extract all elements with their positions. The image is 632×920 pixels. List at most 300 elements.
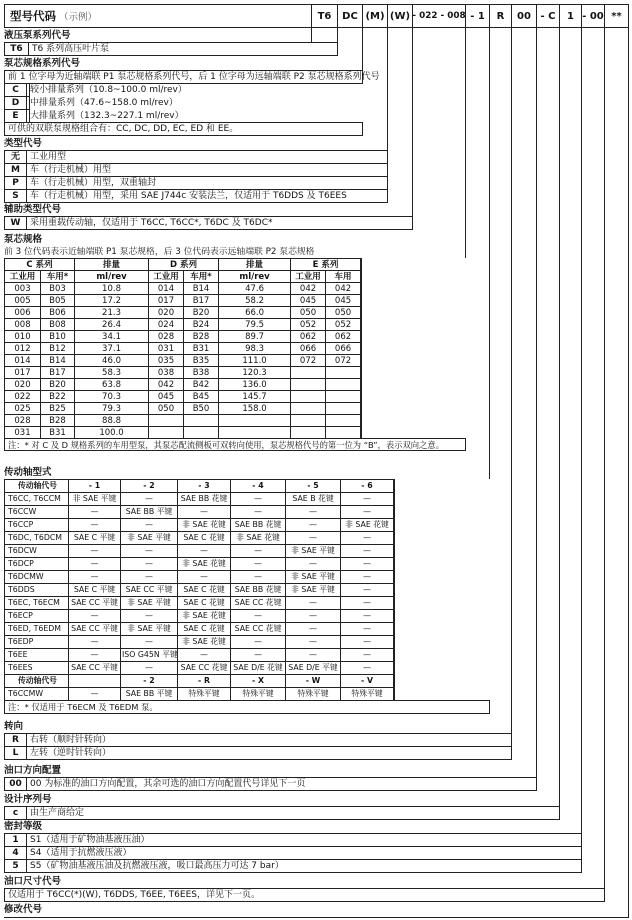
note-cell: 前 1 位字母为近轴端联 P1 泵芯规格系列代号，后 1 位字母为远轴端联 P2 泵芯规格系列代号 <box>5 71 363 84</box>
cell: 63.8 <box>75 379 149 391</box>
cell: — <box>286 558 341 571</box>
cell: B28 <box>184 331 219 343</box>
section-title-cartridge-spec: 泵芯规格 <box>4 234 43 245</box>
table-row <box>5 427 466 439</box>
cell: 特殊平键 <box>286 688 341 701</box>
section-title-port-direction: 油口方向配置 <box>4 765 62 776</box>
cell: B25 <box>41 403 75 415</box>
cell: B31 <box>41 427 75 439</box>
cell <box>326 391 361 403</box>
cell: 中排量系列（47.6~158.0 ml/rev） <box>27 97 30 110</box>
cell: 066 <box>291 343 326 355</box>
table-row <box>5 636 490 649</box>
cell: 88.8 <box>75 415 149 427</box>
cell: 031 <box>149 343 184 355</box>
cell: B50 <box>184 403 219 415</box>
cell: ml/rev <box>75 271 149 283</box>
cell: 由生产商给定 <box>27 807 560 820</box>
cell <box>219 415 291 427</box>
table-row <box>5 415 466 427</box>
cell: L <box>5 747 27 760</box>
model-code-segment: - C <box>536 5 559 27</box>
cell: — <box>341 636 394 649</box>
cell: 042 <box>291 283 326 295</box>
table-row <box>5 97 363 110</box>
cell: 工业用 <box>149 271 184 283</box>
note-cell: 仅适用于 T6CC(*)(W), T6DDS, T6EE, T6EES，详见下一页。 <box>5 889 605 902</box>
connector-line <box>412 28 413 225</box>
cell: B35 <box>184 355 219 367</box>
cell: B31 <box>184 343 219 355</box>
cell: — <box>231 493 286 506</box>
cell: 031 <box>5 427 41 439</box>
cell: 工业用型 <box>27 151 388 164</box>
cell: SAE C 花键 <box>178 623 231 636</box>
table-row <box>5 480 490 493</box>
table-row <box>5 391 466 403</box>
table-row <box>5 190 388 203</box>
cell: SAE C 平键 <box>69 584 121 597</box>
cell: B14 <box>184 283 219 295</box>
cell <box>291 427 326 439</box>
cell: B03 <box>41 283 75 295</box>
cell: — <box>286 519 341 532</box>
cell <box>361 331 362 343</box>
cell: 58.3 <box>75 367 149 379</box>
cell: — <box>121 571 178 584</box>
cell <box>361 283 362 295</box>
cell: T6ECP <box>5 610 69 623</box>
cell <box>361 391 362 403</box>
cell: SAE BB 花键 <box>178 493 231 506</box>
cell: T6DCP <box>5 558 69 571</box>
table-row <box>5 558 490 571</box>
cell: 车用* <box>184 271 219 283</box>
cell: B17 <box>184 295 219 307</box>
cell <box>291 367 326 379</box>
cell: 028 <box>5 415 41 427</box>
note-cell: 可供的双联泵规格组合有：CC, DC, DD, EC, ED 和 EE。 <box>5 123 363 136</box>
cell: 158.0 <box>219 403 291 415</box>
cell <box>394 571 395 584</box>
cell: — <box>341 506 394 519</box>
design-series-table <box>4 806 560 820</box>
cell: - X <box>231 675 286 688</box>
cell <box>326 415 361 427</box>
cell: SAE CC 平键 <box>69 597 121 610</box>
cell: B12 <box>41 343 75 355</box>
note-cell: 注：* 仅适用于 T6ECM 及 T6EDM 泵。 <box>5 701 490 714</box>
cell <box>361 367 362 379</box>
cell: ml/rev <box>219 271 291 283</box>
model-code-segment: (W) <box>387 5 412 27</box>
section-cartridge-spec <box>4 233 466 451</box>
cell: T6CCMW <box>5 688 69 701</box>
section-title-seal-class: 密封等级 <box>4 821 43 832</box>
section-title-port-size: 油口尺寸代号 <box>4 876 62 887</box>
cell <box>394 506 395 519</box>
cell: 非 SAE 花键 <box>178 610 231 623</box>
cell <box>394 480 395 493</box>
model-code-segment: - 022 - 008 <box>412 5 465 27</box>
cell: 038 <box>149 367 184 379</box>
port-direction-table <box>4 777 537 791</box>
table-row <box>5 403 466 415</box>
cell: B24 <box>184 319 219 331</box>
cell <box>394 610 395 623</box>
cell: 042 <box>326 283 361 295</box>
cell: 非 SAE 平键 <box>121 597 178 610</box>
cell: - 1 <box>69 480 121 493</box>
cell: 017 <box>5 367 41 379</box>
cell: 052 <box>326 319 361 331</box>
cell: B20 <box>184 307 219 319</box>
pump-series-table <box>4 42 338 56</box>
cell <box>361 343 362 355</box>
cell: T6ED, T6EDM <box>5 623 69 636</box>
cell: 58.2 <box>219 295 291 307</box>
cell <box>361 379 362 391</box>
cell: — <box>69 636 121 649</box>
cell: — <box>286 506 341 519</box>
cell: T6DC, T6DCM <box>5 532 69 545</box>
table-row <box>5 177 388 190</box>
cell: 062 <box>291 331 326 343</box>
model-code-segment: ** <box>604 5 628 27</box>
cell: S <box>5 190 27 203</box>
cell: 非 SAE 花键 <box>178 636 231 649</box>
table-row <box>5 283 466 295</box>
cell <box>361 259 362 271</box>
section-modification <box>4 903 629 916</box>
table-row <box>5 597 490 610</box>
cell: 4 <box>5 847 27 860</box>
cell: 66.0 <box>219 307 291 319</box>
cell: — <box>231 649 286 662</box>
cell: 050 <box>326 307 361 319</box>
cell: SAE CC 花键 <box>231 597 286 610</box>
cell: T6DDS <box>5 584 69 597</box>
section-pump-series <box>4 29 338 56</box>
cell: - 5 <box>286 480 341 493</box>
table-row <box>5 623 490 636</box>
cell: 1 <box>5 834 27 847</box>
cell: SAE B 花键 <box>286 493 341 506</box>
cell: 79.3 <box>75 403 149 415</box>
cell <box>291 403 326 415</box>
model-code-segment: - 1 <box>465 5 489 27</box>
model-code-segment: 00 <box>511 5 536 27</box>
cell: — <box>69 610 121 623</box>
table-row <box>5 649 490 662</box>
cell: 006 <box>5 307 41 319</box>
section-design-series <box>4 793 560 820</box>
table-row <box>5 834 582 847</box>
cell: ISO G45N 平键 <box>121 649 178 662</box>
connector-line <box>628 28 629 917</box>
cell: SAE BB 花键 <box>231 519 286 532</box>
cell: 025 <box>5 403 41 415</box>
cell: - W <box>286 675 341 688</box>
cell <box>361 307 362 319</box>
cell: c <box>5 807 27 820</box>
cell <box>394 675 395 688</box>
cell: — <box>178 649 231 662</box>
cartridge-spec-table <box>4 258 466 451</box>
cell <box>361 271 362 283</box>
cell: 00 为标准的油口方向配置，其余可选的油口方向配置代号详见下一页 <box>27 778 537 791</box>
model-code-segment: 1 <box>559 5 581 27</box>
section-title-modification: 修改代号 <box>4 904 43 915</box>
section-aux-type <box>4 203 413 230</box>
cell: SAE D/E 花键 <box>231 662 286 675</box>
cell: B42 <box>184 379 219 391</box>
cell: 79.5 <box>219 319 291 331</box>
cell: 非 SAE 平键 <box>286 571 341 584</box>
page-title-text: 型号代码 <box>10 9 56 23</box>
page-title <box>5 5 311 27</box>
table-row <box>5 807 560 820</box>
connector-line <box>581 28 582 845</box>
cell: SAE C 花键 <box>178 532 231 545</box>
cell: 050 <box>291 307 326 319</box>
cell <box>291 415 326 427</box>
cell <box>326 403 361 415</box>
cell: B20 <box>41 379 75 391</box>
table-row <box>5 688 490 701</box>
cell: — <box>69 688 121 701</box>
cell: 车（行走机械）用型 <box>27 164 388 177</box>
cell: S4（适用于抗燃液压液） <box>27 847 582 860</box>
cell <box>394 519 395 532</box>
cell: 非 SAE 平键 <box>121 623 178 636</box>
cell: — <box>178 571 231 584</box>
cell: S5（矿物油基液压油及抗燃液压液，吸口最高压力可达 7 bar） <box>27 860 582 873</box>
table-row <box>5 84 363 97</box>
table-row <box>5 734 512 747</box>
cell: — <box>286 597 341 610</box>
section-title-type-code: 类型代号 <box>4 138 43 149</box>
section-port-size <box>4 875 605 902</box>
cell: 072 <box>291 355 326 367</box>
cell: 工业用 <box>291 271 326 283</box>
table-row <box>5 379 466 391</box>
cell: — <box>121 545 178 558</box>
cell <box>394 493 395 506</box>
table-row <box>5 847 582 860</box>
section-title-rotation: 转向 <box>4 721 24 732</box>
cell: 008 <box>5 319 41 331</box>
cell: W <box>5 217 27 230</box>
type-code-table <box>4 150 388 203</box>
cell: — <box>69 558 121 571</box>
cell: E <box>5 110 27 123</box>
cell: P <box>5 177 27 190</box>
cell: 较小排量系列（10.8~100.0 ml/rev） <box>27 84 30 97</box>
cell: 传动轴代号 <box>5 480 69 493</box>
cell: 120.3 <box>219 367 291 379</box>
connector-line <box>511 28 512 745</box>
cell: 89.7 <box>219 331 291 343</box>
cell: — <box>341 649 394 662</box>
page-title-sub: （示例） <box>59 12 98 23</box>
cell: SAE BB 平键 <box>121 506 178 519</box>
cell: SAE BB 平键 <box>121 688 178 701</box>
cell: B06 <box>41 307 75 319</box>
cell <box>361 295 362 307</box>
section-title-cartridge-series: 泵芯规格系列代号 <box>4 58 81 69</box>
table-row <box>5 493 490 506</box>
cell: 111.0 <box>219 355 291 367</box>
cartridge-series-table <box>4 70 380 136</box>
cell: 排量 <box>75 259 149 271</box>
cell: — <box>231 610 286 623</box>
cell <box>219 427 291 439</box>
cell: T6CC, T6CCM <box>5 493 69 506</box>
table-row <box>5 889 605 902</box>
cell <box>394 545 395 558</box>
cell: 车（行走机械）用型，双重轴封 <box>27 177 388 190</box>
cell <box>361 355 362 367</box>
cell: 26.4 <box>75 319 149 331</box>
section-title-design-series: 设计序列号 <box>4 794 52 805</box>
cell: 非 SAE 花键 <box>231 532 286 545</box>
cell: 014 <box>149 283 184 295</box>
cell: 020 <box>5 379 41 391</box>
section-cartridge-series <box>4 57 380 136</box>
table-row <box>5 343 466 355</box>
table-row <box>5 43 338 56</box>
cell: 020 <box>149 307 184 319</box>
table-row <box>5 217 413 230</box>
cell: SAE CC 平键 <box>69 623 121 636</box>
cell: 传动轴代号 <box>5 675 69 688</box>
cell <box>394 688 395 701</box>
cell: — <box>231 571 286 584</box>
cell <box>394 584 395 597</box>
cell: 34.1 <box>75 331 149 343</box>
cell: 145.7 <box>219 391 291 403</box>
cell: 车用* <box>41 271 75 283</box>
cell: — <box>231 506 286 519</box>
cell <box>291 379 326 391</box>
table-row <box>5 584 490 597</box>
cell: — <box>341 545 394 558</box>
model-code-segment: (M) <box>362 5 387 27</box>
cell: — <box>121 558 178 571</box>
cell: — <box>341 493 394 506</box>
cell: 21.3 <box>75 307 149 319</box>
cell: 右转（顺时针转向） <box>27 734 512 747</box>
cell: - 2 <box>121 675 178 688</box>
cell: — <box>178 506 231 519</box>
cell: — <box>286 532 341 545</box>
table-row <box>5 439 466 451</box>
cell: - R <box>178 675 231 688</box>
cell: SAE CC 花键 <box>178 662 231 675</box>
cell: 028 <box>149 331 184 343</box>
cell: 045 <box>326 295 361 307</box>
cell: — <box>341 584 394 597</box>
cell: 工业用 <box>5 271 41 283</box>
cell: D 系列 <box>149 259 219 271</box>
cell: C 系列 <box>5 259 75 271</box>
cell: 100.0 <box>75 427 149 439</box>
cell: — <box>121 519 178 532</box>
rotation-table <box>4 733 512 760</box>
cell: 采用重载传动轴，仅适用于 T6CC, T6CC*, T6DC 及 T6DC* <box>27 217 413 230</box>
table-row <box>5 571 490 584</box>
model-code-bar <box>4 4 629 28</box>
cell <box>184 427 219 439</box>
cell <box>394 532 395 545</box>
cell: — <box>341 623 394 636</box>
cell: 无 <box>5 151 27 164</box>
cell: - V <box>341 675 394 688</box>
cell: 062 <box>326 331 361 343</box>
cell: 98.3 <box>219 343 291 355</box>
cell: - 4 <box>231 480 286 493</box>
cell: T6CCP <box>5 519 69 532</box>
cell <box>149 427 184 439</box>
cell: B22 <box>41 391 75 403</box>
connector-line <box>489 28 490 500</box>
cell: — <box>121 493 178 506</box>
section-type-code <box>4 137 388 203</box>
table-row <box>5 367 466 379</box>
connector-line <box>536 28 537 785</box>
table-row <box>5 860 582 873</box>
cell: 045 <box>149 391 184 403</box>
cell <box>394 597 395 610</box>
cell <box>291 391 326 403</box>
cell: 特殊平键 <box>178 688 231 701</box>
table-row <box>5 319 466 331</box>
cell: 非 SAE 花键 <box>178 519 231 532</box>
cell: 46.0 <box>75 355 149 367</box>
cell: — <box>286 636 341 649</box>
cell: 066 <box>326 343 361 355</box>
cell: S1（适用于矿物油基液压油） <box>27 834 582 847</box>
cell: — <box>69 571 121 584</box>
cell <box>394 558 395 571</box>
cell: — <box>341 558 394 571</box>
cell: 非 SAE 花键 <box>178 558 231 571</box>
cell: 017 <box>149 295 184 307</box>
cell: E 系列 <box>291 259 361 271</box>
cell: T6CCW <box>5 506 69 519</box>
cell: 050 <box>149 403 184 415</box>
cell: 003 <box>5 283 41 295</box>
cell: B45 <box>184 391 219 403</box>
table-row <box>5 110 363 123</box>
model-code-segment: T6 <box>311 5 337 27</box>
cell: B38 <box>184 367 219 379</box>
cell: 特殊平键 <box>231 688 286 701</box>
cell: 042 <box>149 379 184 391</box>
aux-type-table <box>4 216 413 230</box>
cell: B17 <box>41 367 75 379</box>
cell: 005 <box>5 295 41 307</box>
model-code-segment: DC <box>337 5 362 27</box>
cell: SAE C 平键 <box>69 532 121 545</box>
table-row <box>5 307 466 319</box>
cell: 非 SAE 平键 <box>286 545 341 558</box>
section-port-direction <box>4 764 537 791</box>
cell: 车用 <box>326 271 361 283</box>
model-code-segment: - 00 <box>581 5 604 27</box>
cell: — <box>69 545 121 558</box>
